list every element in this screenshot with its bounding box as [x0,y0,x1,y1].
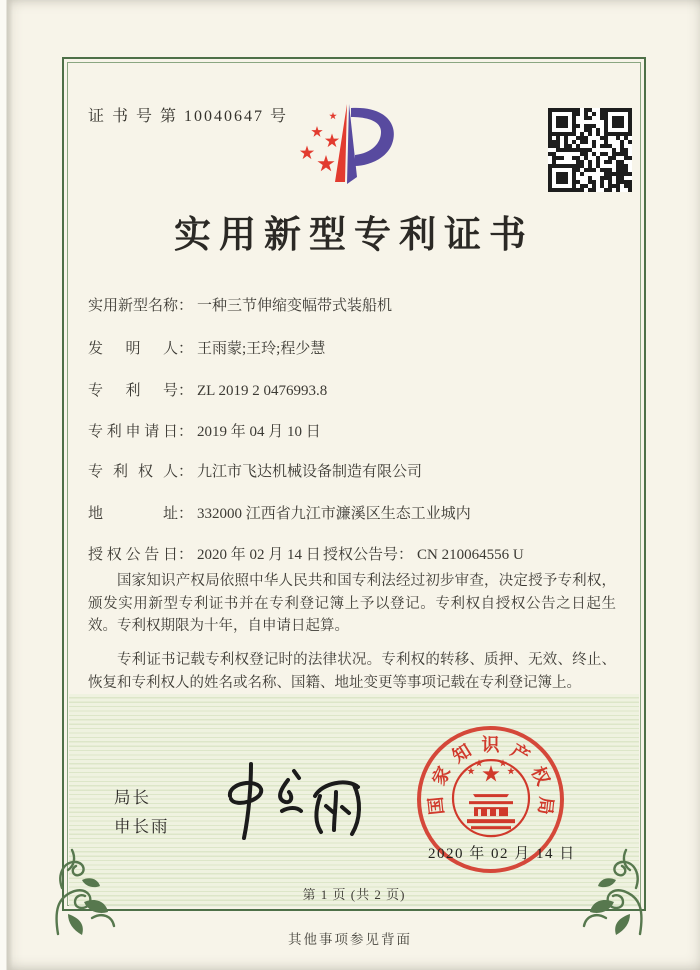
certificate-number: 证 书 号 第 10040647 号 [88,108,289,125]
director-title: 局长 [114,789,151,807]
field-label: 地址 [88,506,178,522]
scan-edge-shadow [0,0,13,970]
field-colon: ： [178,506,194,522]
field-grant-number [323,543,524,564]
seal-char: 局 [534,795,557,816]
field-value: 332000 江西省九江市濂溪区生态工业城内 [197,506,471,522]
field-value: 一种三节伸缩变幅带式装船机 [197,298,393,314]
field-row-grant-date [88,543,628,564]
field-row-patent-number [88,379,628,400]
field-label: 发明人 [88,341,178,357]
director-signature-handwriting-icon [202,756,377,851]
field-row-inventors [88,337,628,358]
field-colon: ： [178,383,194,399]
director-name: 申长雨 [114,818,170,836]
field-row-patentee [88,460,628,481]
field-value: ZL 2019 2 0476993.8 [197,383,328,399]
field-value: 九江市飞达机械设备制造有限公司 [197,464,423,480]
seal-date: 2020 年 02 月 14 日 [428,846,576,862]
field-colon: ： [178,424,194,440]
field-colon: ： [178,341,194,357]
field-value: 王雨蒙;王玲;程少慧 [197,341,326,357]
certificate-title: 实用新型专利证书 [174,215,534,256]
field-label: 专利权人 [88,464,178,480]
back-side-note: 其他事项参见背面 [288,932,412,947]
field-label: 授权公告号 [323,547,399,563]
field-label: 专利号 [88,383,178,399]
seal-char: 权 [527,762,553,788]
legal-paragraph-grant: 国家知识产权局依照中华人民共和国专利法经过初步审查，决定授予专利权，颁发实用新型专利证书并在专利登记簿上予以登记。专利权自授权公告之日起生效。专利权期限为十年，自申请日起算。 [88,573,616,634]
qr-code [548,108,632,192]
field-colon: ： [398,547,414,563]
seal-char: 产 [506,739,533,767]
legal-paragraph-register: 专利证书记载专利权登记时的法律状况。专利权的转移、质押、无效、终止、恢复和专利权人的姓名或名称、国籍、地址变更等事项记载在专利登记簿上。 [88,652,616,691]
field-value: 2020 年 02 月 14 日 [197,547,321,563]
field-row-filing-date [88,420,628,441]
field-label: 实用新型名称 [88,298,179,314]
field-value: 2019 年 04 月 10 日 [197,424,321,440]
seal-char: 家 [428,762,454,788]
cnipa-logo-icon [296,98,404,192]
national-emblem-icon [449,752,533,844]
field-value: CN 210064556 U [417,547,524,563]
field-label: 授权公告日 [88,547,178,563]
field-colon: ： [178,298,194,314]
seal-char: 知 [448,739,475,767]
seal-char: 国 [424,795,447,816]
page-number: 第 1 页 (共 2 页) [302,887,406,902]
seal-char: 识 [481,734,500,755]
field-row-utility-model-name [88,294,628,315]
field-label: 专利申请日 [88,424,178,440]
field-colon: ： [178,464,194,480]
field-colon: ： [178,547,194,563]
field-row-address [88,502,628,523]
